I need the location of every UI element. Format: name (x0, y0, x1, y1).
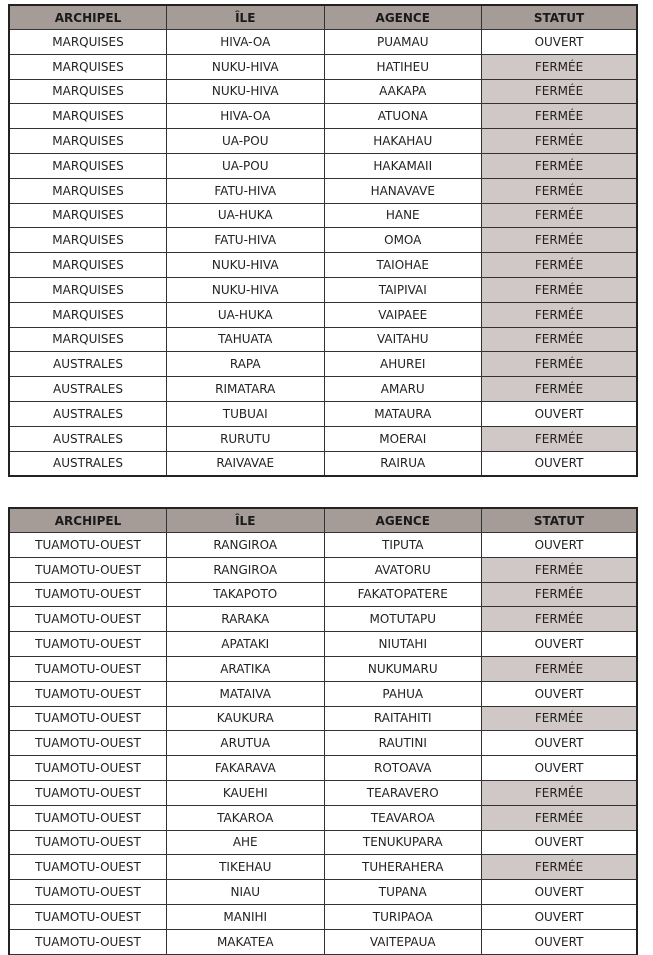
table-row (9, 327, 637, 352)
statut-cell: OUVERT (482, 30, 638, 55)
ile-cell: NIAU (167, 880, 325, 905)
archipel-cell: TUAMOTU-OUEST (9, 904, 167, 929)
table-row (9, 401, 637, 426)
archipel-cell: MARQUISES (9, 178, 167, 203)
table-body (9, 30, 637, 477)
agence-cell: AAKAPA (324, 79, 482, 104)
table-row (9, 582, 637, 607)
agence-cell: FAKATOPATERE (324, 582, 482, 607)
statut-cell: FERMÉE (482, 377, 638, 402)
agence-cell: HANAVAVE (324, 178, 482, 203)
statut-cell: FERMÉE (482, 426, 638, 451)
table-row (9, 426, 637, 451)
agence-cell: HAKAHAU (324, 129, 482, 154)
ile-cell: UA-POU (167, 129, 325, 154)
agence-cell: HANE (324, 203, 482, 228)
ile-cell: MATAIVA (167, 681, 325, 706)
statut-cell: FERMÉE (482, 203, 638, 228)
statut-cell: OUVERT (482, 731, 638, 756)
archipel-cell: MARQUISES (9, 54, 167, 79)
agence-cell: MOERAI (324, 426, 482, 451)
agence-cell: VAITEPAUA (324, 929, 482, 954)
ile-cell: RAIVAVAE (167, 451, 325, 476)
agence-cell: RAITAHITI (324, 706, 482, 731)
table-row (9, 54, 637, 79)
table-row (9, 228, 637, 253)
ile-cell: TAKAROA (167, 805, 325, 830)
ile-cell: RANGIROA (167, 533, 325, 558)
column-header-ile: ÎLE (167, 5, 325, 30)
agence-cell: MATAURA (324, 401, 482, 426)
column-header-agence: AGENCE (324, 508, 482, 533)
table-row (9, 805, 637, 830)
archipel-cell: MARQUISES (9, 277, 167, 302)
table-row (9, 377, 637, 402)
ile-cell: UA-HUKA (167, 203, 325, 228)
archipel-cell: TUAMOTU-OUEST (9, 731, 167, 756)
table-row (9, 302, 637, 327)
agence-cell: HATIHEU (324, 54, 482, 79)
agency-table-1 (8, 4, 638, 477)
column-header-statut: STATUT (482, 5, 638, 30)
archipel-cell: AUSTRALES (9, 426, 167, 451)
table-row (9, 79, 637, 104)
table-row (9, 178, 637, 203)
archipel-cell: TUAMOTU-OUEST (9, 880, 167, 905)
statut-cell: OUVERT (482, 632, 638, 657)
statut-cell: FERMÉE (482, 805, 638, 830)
archipel-cell: AUSTRALES (9, 352, 167, 377)
statut-cell: FERMÉE (482, 79, 638, 104)
archipel-cell: TUAMOTU-OUEST (9, 557, 167, 582)
table-row (9, 731, 637, 756)
archipel-cell: TUAMOTU-OUEST (9, 681, 167, 706)
table-row (9, 104, 637, 129)
agence-cell: TAIOHAE (324, 253, 482, 278)
archipel-cell: TUAMOTU-OUEST (9, 607, 167, 632)
statut-cell: FERMÉE (482, 706, 638, 731)
archipel-cell: TUAMOTU-OUEST (9, 855, 167, 880)
table-row (9, 830, 637, 855)
ile-cell: NUKU-HIVA (167, 253, 325, 278)
ile-cell: TIKEHAU (167, 855, 325, 880)
ile-cell: MAKATEA (167, 929, 325, 954)
statut-cell: FERMÉE (482, 153, 638, 178)
agence-cell: VAITAHU (324, 327, 482, 352)
table-row (9, 533, 637, 558)
archipel-cell: MARQUISES (9, 203, 167, 228)
statut-cell: FERMÉE (482, 277, 638, 302)
statut-cell: FERMÉE (482, 855, 638, 880)
table-row (9, 253, 637, 278)
archipel-cell: AUSTRALES (9, 451, 167, 476)
ile-cell: KAUEHI (167, 780, 325, 805)
ile-cell: TAKAPOTO (167, 582, 325, 607)
archipel-cell: TUAMOTU-OUEST (9, 706, 167, 731)
table-row (9, 153, 637, 178)
archipel-cell: TUAMOTU-OUEST (9, 929, 167, 954)
agence-cell: TUHERAHERA (324, 855, 482, 880)
ile-cell: APATAKI (167, 632, 325, 657)
table-row (9, 277, 637, 302)
statut-cell: OUVERT (482, 929, 638, 954)
statut-cell: FERMÉE (482, 557, 638, 582)
table-row (9, 656, 637, 681)
archipel-cell: TUAMOTU-OUEST (9, 756, 167, 781)
column-header-agence: AGENCE (324, 5, 482, 30)
header-row (9, 508, 637, 533)
statut-cell: OUVERT (482, 756, 638, 781)
archipel-cell: TUAMOTU-OUEST (9, 780, 167, 805)
archipel-cell: TUAMOTU-OUEST (9, 632, 167, 657)
agence-cell: NIUTAHI (324, 632, 482, 657)
statut-cell: FERMÉE (482, 178, 638, 203)
statut-cell: OUVERT (482, 830, 638, 855)
agence-cell: ATUONA (324, 104, 482, 129)
agence-cell: AMARU (324, 377, 482, 402)
agence-cell: TURIPAOA (324, 904, 482, 929)
ile-cell: HIVA-OA (167, 104, 325, 129)
table-row (9, 880, 637, 905)
archipel-cell: MARQUISES (9, 30, 167, 55)
ile-cell: RANGIROA (167, 557, 325, 582)
agence-cell: VAIPAEE (324, 302, 482, 327)
table-row (9, 780, 637, 805)
statut-cell: FERMÉE (482, 327, 638, 352)
agence-cell: HAKAMAII (324, 153, 482, 178)
ile-cell: RIMATARA (167, 377, 325, 402)
archipel-cell: TUAMOTU-OUEST (9, 656, 167, 681)
ile-cell: TUBUAI (167, 401, 325, 426)
statut-cell: FERMÉE (482, 253, 638, 278)
table-row (9, 451, 637, 476)
table-row (9, 607, 637, 632)
ile-cell: NUKU-HIVA (167, 79, 325, 104)
ile-cell: FATU-HIVA (167, 178, 325, 203)
header-row (9, 5, 637, 30)
table-row (9, 756, 637, 781)
statut-cell: OUVERT (482, 904, 638, 929)
archipel-cell: MARQUISES (9, 302, 167, 327)
ile-cell: UA-HUKA (167, 302, 325, 327)
statut-cell: FERMÉE (482, 129, 638, 154)
archipel-cell: MARQUISES (9, 327, 167, 352)
statut-cell: FERMÉE (482, 104, 638, 129)
statut-cell: FERMÉE (482, 228, 638, 253)
agence-cell: MOTUTAPU (324, 607, 482, 632)
archipel-cell: MARQUISES (9, 253, 167, 278)
statut-cell: FERMÉE (482, 656, 638, 681)
table-row (9, 855, 637, 880)
statut-cell: FERMÉE (482, 582, 638, 607)
statut-cell: FERMÉE (482, 302, 638, 327)
statut-cell: OUVERT (482, 681, 638, 706)
archipel-cell: AUSTRALES (9, 401, 167, 426)
table-row (9, 557, 637, 582)
ile-cell: RURUTU (167, 426, 325, 451)
ile-cell: RAPA (167, 352, 325, 377)
ile-cell: TAHUATA (167, 327, 325, 352)
table-row (9, 30, 637, 55)
ile-cell: RARAKA (167, 607, 325, 632)
ile-cell: AHE (167, 830, 325, 855)
ile-cell: FATU-HIVA (167, 228, 325, 253)
table-row (9, 352, 637, 377)
ile-cell: NUKU-HIVA (167, 54, 325, 79)
table-body (9, 533, 637, 955)
column-header-statut: STATUT (482, 508, 638, 533)
statut-cell: FERMÉE (482, 607, 638, 632)
ile-cell: MANIHI (167, 904, 325, 929)
agence-cell: AHUREI (324, 352, 482, 377)
ile-cell: ARATIKA (167, 656, 325, 681)
agence-cell: TAIPIVAI (324, 277, 482, 302)
agence-cell: PUAMAU (324, 30, 482, 55)
archipel-cell: MARQUISES (9, 129, 167, 154)
statut-cell: FERMÉE (482, 352, 638, 377)
table-row (9, 203, 637, 228)
statut-cell: OUVERT (482, 451, 638, 476)
table-row (9, 904, 637, 929)
agence-cell: ROTOAVA (324, 756, 482, 781)
ile-cell: NUKU-HIVA (167, 277, 325, 302)
table-row (9, 929, 637, 954)
statut-cell: FERMÉE (482, 780, 638, 805)
archipel-cell: MARQUISES (9, 228, 167, 253)
table-row (9, 706, 637, 731)
archipel-cell: TUAMOTU-OUEST (9, 805, 167, 830)
agence-cell: TEAVAROA (324, 805, 482, 830)
column-header-ile: ÎLE (167, 508, 325, 533)
agence-cell: OMOA (324, 228, 482, 253)
agence-cell: RAIRUA (324, 451, 482, 476)
table-row (9, 681, 637, 706)
statut-cell: OUVERT (482, 880, 638, 905)
archipel-cell: MARQUISES (9, 79, 167, 104)
agency-table-2 (8, 507, 638, 955)
statut-cell: OUVERT (482, 401, 638, 426)
statut-cell: OUVERT (482, 533, 638, 558)
agence-cell: TIPUTA (324, 533, 482, 558)
column-header-archipel: ARCHIPEL (9, 508, 167, 533)
ile-cell: HIVA-OA (167, 30, 325, 55)
agence-cell: AVATORU (324, 557, 482, 582)
agence-cell: TENUKUPARA (324, 830, 482, 855)
archipel-cell: MARQUISES (9, 153, 167, 178)
ile-cell: UA-POU (167, 153, 325, 178)
ile-cell: FAKARAVA (167, 756, 325, 781)
ile-cell: KAUKURA (167, 706, 325, 731)
archipel-cell: MARQUISES (9, 104, 167, 129)
agence-cell: TEARAVERO (324, 780, 482, 805)
archipel-cell: AUSTRALES (9, 377, 167, 402)
agence-cell: RAUTINI (324, 731, 482, 756)
archipel-cell: TUAMOTU-OUEST (9, 830, 167, 855)
agence-cell: TUPANA (324, 880, 482, 905)
agence-cell: NUKUMARU (324, 656, 482, 681)
statut-cell: FERMÉE (482, 54, 638, 79)
agence-cell: PAHUA (324, 681, 482, 706)
archipel-cell: TUAMOTU-OUEST (9, 582, 167, 607)
archipel-cell: TUAMOTU-OUEST (9, 533, 167, 558)
table-row (9, 129, 637, 154)
ile-cell: ARUTUA (167, 731, 325, 756)
table-row (9, 632, 637, 657)
column-header-archipel: ARCHIPEL (9, 5, 167, 30)
